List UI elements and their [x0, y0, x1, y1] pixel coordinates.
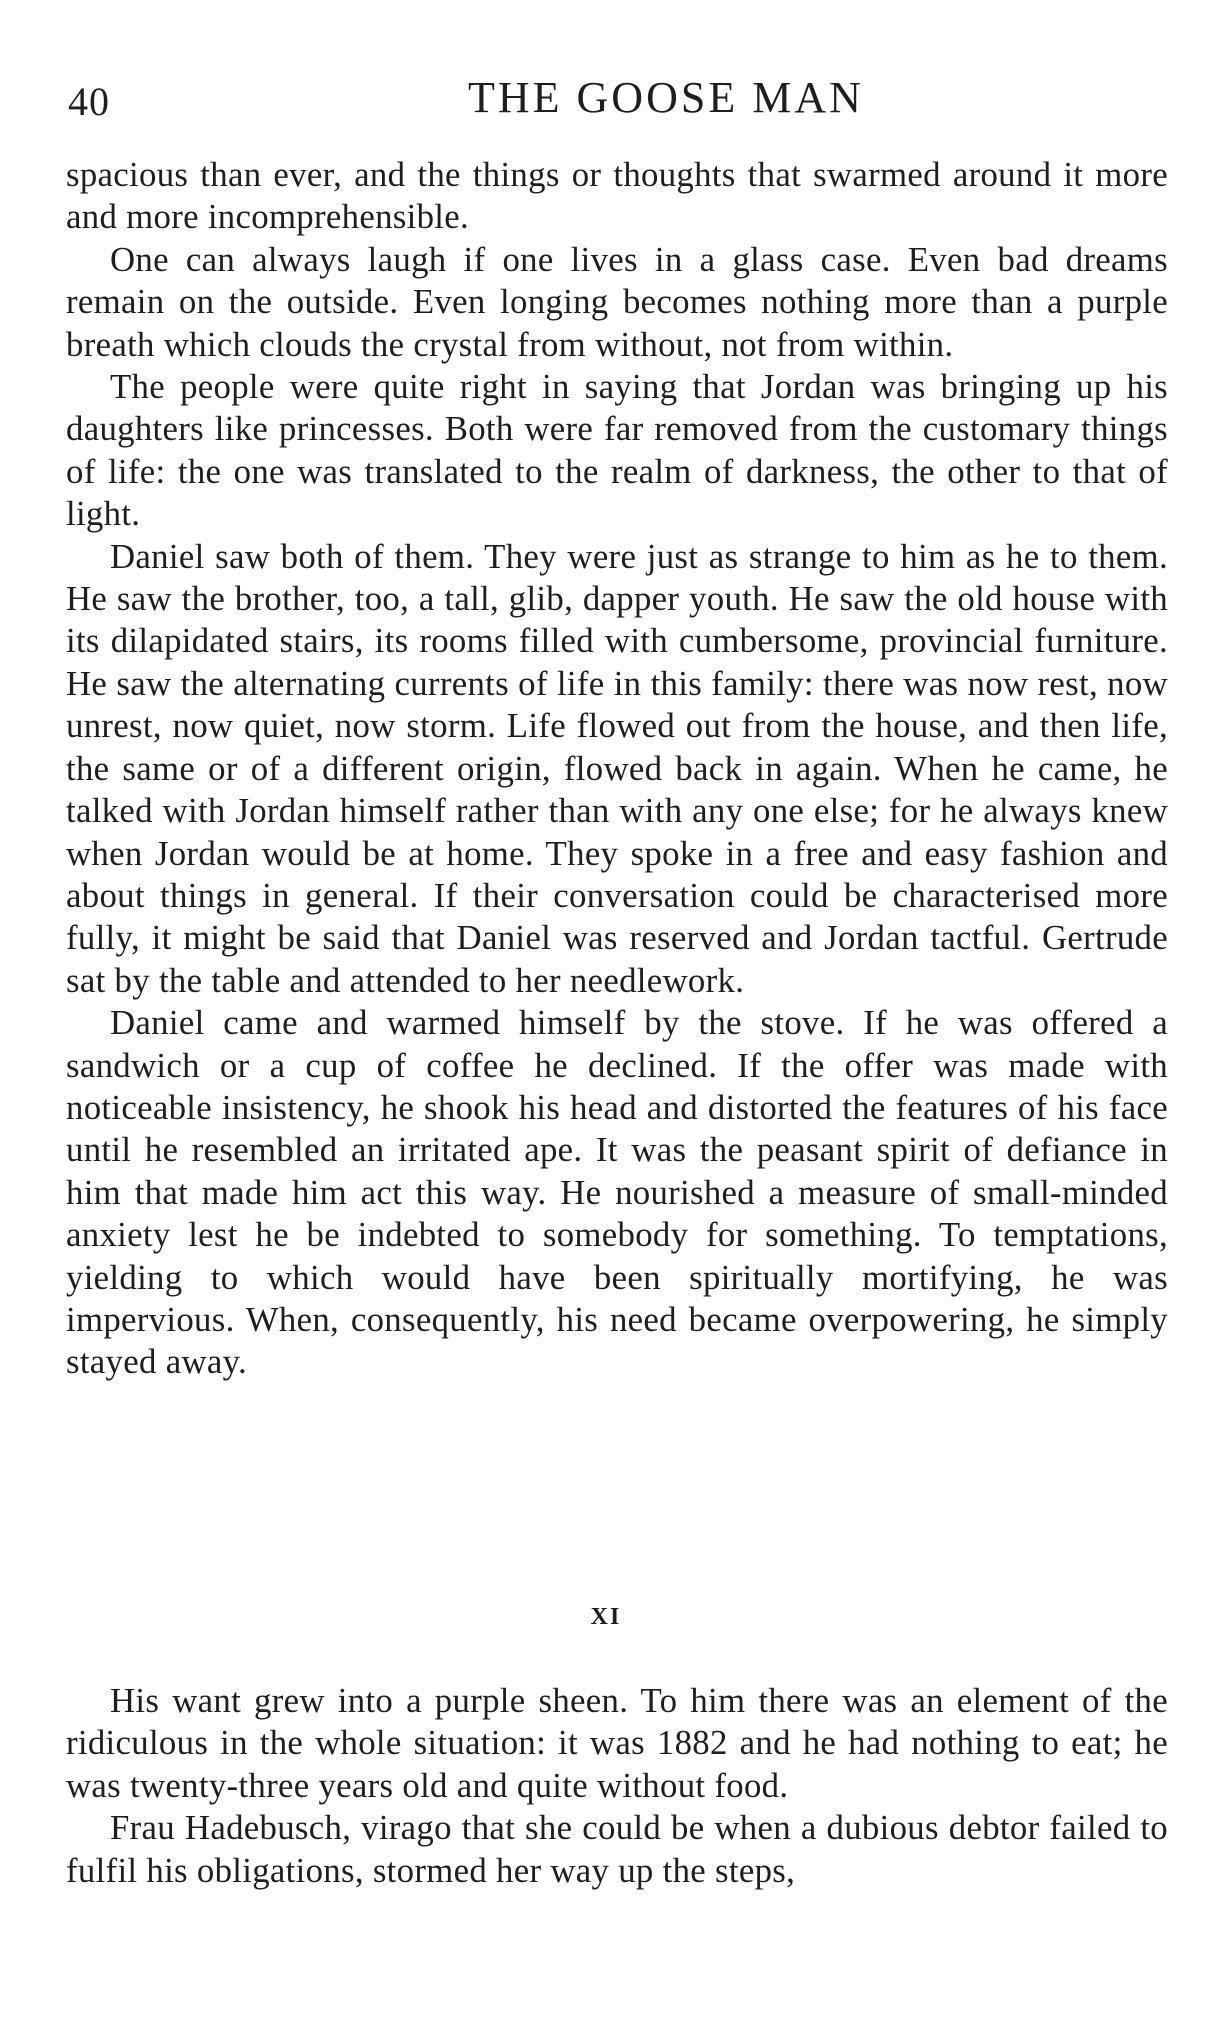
- section-heading: [0, 1604, 1232, 1631]
- body-text-section-two: [66, 1680, 1168, 1892]
- running-head: THE GOOSE MAN: [468, 73, 864, 122]
- page-number: 40: [68, 79, 110, 124]
- page-header: [68, 72, 1168, 128]
- paragraph: Frau Hadebusch, virago that she could be when a dubious debtor failed to fulfil his obligations, stormed her way up the steps,: [66, 1808, 1168, 1890]
- paragraph: The people were quite right in saying that Jordan was bringing up his daughters like princesses. Both were far removed from the customary things of life: the one was translated to the realm of darkness, the other to that of light.: [66, 367, 1168, 534]
- section-number: XI: [590, 1604, 622, 1630]
- paragraph-continued: spacious than ever, and the things or thoughts that swarmed around it more and more incomprehensible.: [66, 155, 1168, 237]
- paragraph: Daniel saw both of them. They were just as strange to him as he to them. He saw the brother, too, a tall, glib, dapper youth. He saw the old house with its dilapidated stairs, its rooms filled with cumbersome, provincial furniture. He saw the alternating currents of life in this family: there was now rest, now unrest, now quiet, now storm. Life flowed out from the house, and then life, the same or of a different origin, flowed back in again. When he came, he talked with Jordan himself rather than with any one else; for he always knew when Jordan would be at home. They spoke in a free and easy fashion and about things in general. If their conversation could be characterised more fully, it might be said that Daniel was reserved and Jordan tactful. Gertrude sat by the table and attended to her needlework.: [66, 536, 1168, 1000]
- paragraph: Daniel came and warmed himself by the stove. If he was offered a sandwich or a cup of coffee he declined. If the offer was made with noticeable insistency, he shook his head and distorted the features of his face until he resembled an irritated ape. It was the peasant spirit of defiance in him that made him act this way. He nourished a measure of small-minded anxiety lest he be indebted to somebody for something. To temptations, yielding to which would have been spiritually mortifying, he was impervious. When, consequently, his need became overpowering, he simply stayed away.: [66, 1003, 1168, 1382]
- body-text-section-one: [66, 154, 1168, 1384]
- paragraph: His want grew into a purple sheen. To him there was an element of the ridiculous in the whole situation: it was 1882 and he had nothing to eat; he was twenty-three years old and quite without food.: [66, 1681, 1168, 1805]
- paragraph: One can always laugh if one lives in a glass case. Even bad dreams remain on the outside. Even longing becomes nothing more than a purple breath which clouds the crystal from without, not from within.: [66, 239, 1168, 364]
